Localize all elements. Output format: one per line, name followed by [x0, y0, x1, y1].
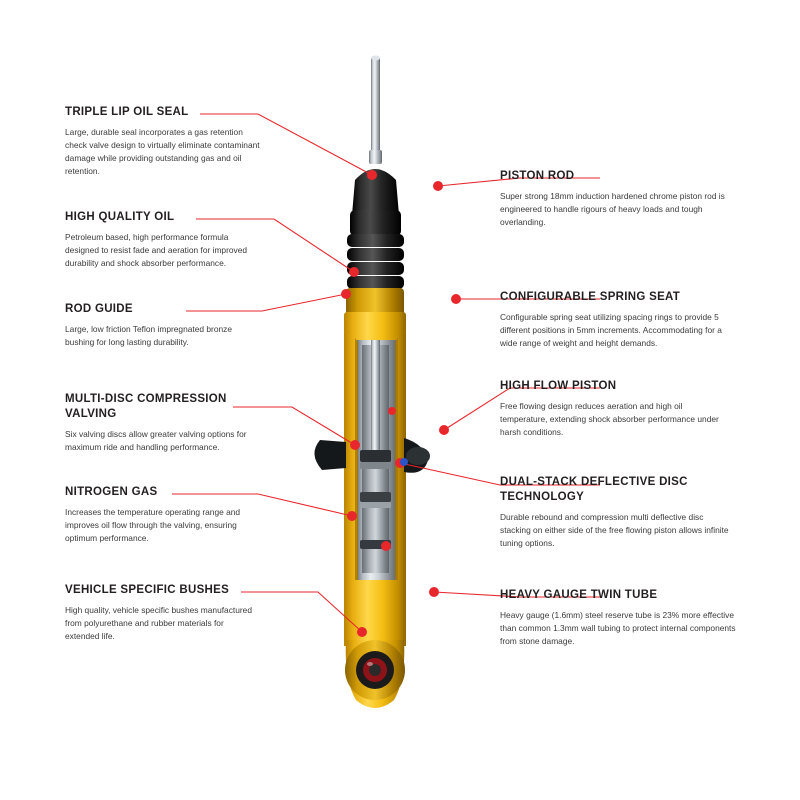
callout-body: Free flowing design reduces aeration and high oil temperature, extending shock absorber performance under harsh conditions. [500, 401, 719, 437]
callout-high-quality-oil [65, 210, 261, 270]
callout-rod-guide [65, 302, 255, 349]
callout-title: ROD GUIDE [65, 303, 133, 315]
callout-title: MULTI-DISC COMPRESSION VALVING [65, 393, 227, 420]
callout-triple-lip-oil-seal [65, 105, 265, 178]
callout-title: HIGH FLOW PISTON [500, 380, 617, 392]
callout-body: Heavy gauge (1.6mm) steel reserve tube is 23% more effective than common 1.3mm wall tubing to protect internal components from stone damage. [500, 610, 736, 646]
callout-body: Large, durable seal incorporates a gas retention check valve design to virtually eliminate contaminant damage while providing outstanding gas and oil retention. [65, 127, 260, 176]
piston-rod-art [369, 56, 382, 165]
callout-body: High quality, vehicle specific bushes manufactured from polyurethane and rubber materials for extended life. [65, 605, 252, 641]
callout-title: PISTON ROD [500, 170, 575, 182]
callout-title: HIGH QUALITY OIL [65, 211, 175, 223]
callout-title: CONFIGURABLE SPRING SEAT [500, 291, 681, 303]
callout-body: Configurable spring seat utilizing spacing rings to provide 5 different positions in 5mm increments. Accommodating for a wide range of weight and height demands. [500, 312, 722, 348]
callout-body: Super strong 18mm induction hardened chrome piston rod is engineered to handle rigours of heavy loads and tough overlanding. [500, 191, 725, 227]
callout-body: Petroleum based, high performance formula designed to resist fade and aeration for improved durability and shock absorber performance. [65, 232, 248, 268]
callout-piston-rod [500, 169, 736, 229]
callout-title: TRIPLE LIP OIL SEAL [65, 106, 189, 118]
shock-absorber-illustration [300, 40, 500, 720]
callout-nitrogen-gas [65, 485, 257, 545]
callout-body: Six valving discs allow greater valving options for maximum ride and handling performance. [65, 429, 247, 452]
lower-body-art [344, 580, 406, 708]
callout-title: NITROGEN GAS [65, 486, 158, 498]
callout-dual-stack-deflective-disc-technology [500, 475, 732, 550]
callout-body: Increases the temperature operating range and improves oil flow through the valving, ensuring optimum performance. [65, 507, 241, 543]
callout-high-flow-piston [500, 379, 732, 439]
callout-multi-disc-compression-valving [65, 392, 263, 454]
callout-configurable-spring-seat [500, 290, 736, 350]
callout-vehicle-specific-bushes [65, 583, 257, 643]
callout-body: Durable rebound and compression multi deflective disc stacking on either side of the free flowing piston allows infinite tuning options. [500, 512, 729, 548]
shock-body-art [344, 288, 406, 592]
callout-body: Large, low friction Teflon impregnated bronze bushing for long lasting durability. [65, 324, 232, 347]
callout-title: VEHICLE SPECIFIC BUSHES [65, 584, 230, 596]
callout-heavy-gauge-twin-tube [500, 588, 736, 648]
callout-title: HEAVY GAUGE TWIN TUBE [500, 589, 658, 601]
callout-title: DUAL-STACK DEFLECTIVE DISC TECHNOLOGY [500, 476, 688, 503]
